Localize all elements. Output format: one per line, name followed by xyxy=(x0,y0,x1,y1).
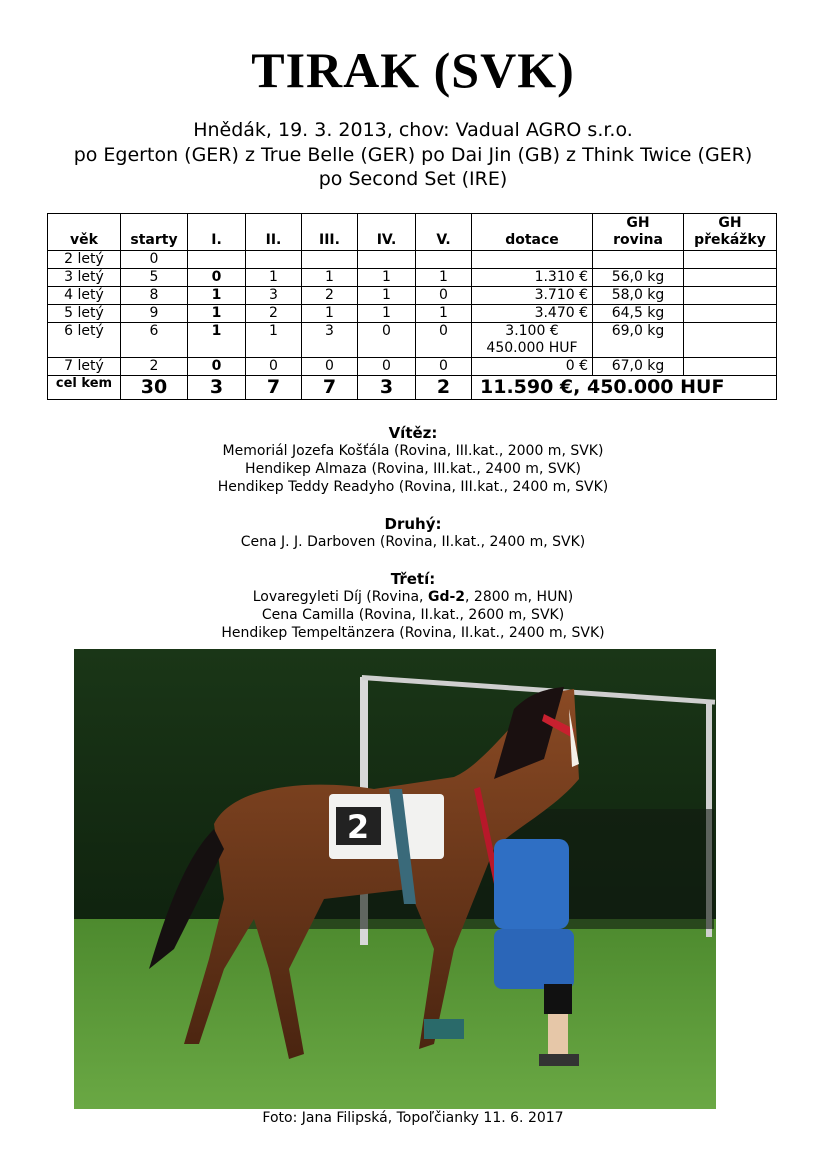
header-gh-jump-1: GH xyxy=(718,215,742,231)
cell-prize-eur: 3.100 € xyxy=(505,323,559,339)
photo-caption: Foto: Jana Filipská, Topoľčianky 11. 6. 2017 xyxy=(262,1110,564,1126)
table-total-row xyxy=(48,376,777,400)
pedigree-line: po Egerton (GER) z True Belle (GER) po Dai Jin (GB) z Think Twice (GER) xyxy=(73,144,753,166)
table-row xyxy=(48,287,777,305)
horse-photo-illustration xyxy=(74,649,716,1109)
cell-starts: 2 xyxy=(121,358,188,376)
cell-ghj xyxy=(684,287,777,305)
saddle-number: 2 xyxy=(346,808,370,846)
total-label: cel kem xyxy=(48,376,121,400)
cell-first xyxy=(188,251,246,269)
table-row xyxy=(48,251,777,269)
cell-second: 0 xyxy=(246,358,302,376)
race-details: , 2800 m, HUN) xyxy=(465,589,574,605)
header-age: věk xyxy=(48,214,121,251)
cell-prize: 1.310 € xyxy=(472,269,593,287)
total-fourth: 3 xyxy=(358,376,416,400)
winner-section xyxy=(0,424,826,496)
table-row xyxy=(48,305,777,323)
header-prize: dotace xyxy=(472,214,593,251)
cell-ghj xyxy=(684,358,777,376)
list-item: Cena J. J. Darboven (Rovina, II.kat., 2400 m, SVK) xyxy=(240,534,586,550)
table-row xyxy=(48,323,777,358)
cell-second: 2 xyxy=(246,305,302,323)
list-item: Hendikep Teddy Readyho (Rovina, III.kat., 2400 m, SVK) xyxy=(217,479,609,495)
cell-third: 1 xyxy=(302,305,358,323)
cell-fourth: 1 xyxy=(358,305,416,323)
total-prize: 11.590 €, 450.000 HUF xyxy=(472,376,777,400)
list-item: Cena Camilla (Rovina, II.kat., 2600 m, SVK) xyxy=(261,607,565,623)
list-item xyxy=(0,588,826,606)
race-grade: Gd-2 xyxy=(427,589,466,605)
career-stats-table xyxy=(47,213,777,400)
cell-starts: 8 xyxy=(121,287,188,305)
cell-fifth: 1 xyxy=(416,305,472,323)
cell-fifth: 1 xyxy=(416,269,472,287)
cell-first: 1 xyxy=(188,305,246,323)
cell-first: 0 xyxy=(188,358,246,376)
header-second: II. xyxy=(246,214,302,251)
header-gh-jump-2: překážky xyxy=(694,232,766,248)
cell-ghj xyxy=(684,251,777,269)
cell-gh xyxy=(593,251,684,269)
header-first: I. xyxy=(188,214,246,251)
cell-first: 0 xyxy=(188,269,246,287)
pedigree-line-2: po Second Set (IRE) xyxy=(318,168,508,190)
header-gh-jump xyxy=(684,214,777,251)
list-item: Memoriál Jozefa Košťála (Rovina, III.kat., 2000 m, SVK) xyxy=(222,443,604,459)
cell-gh: 67,0 kg xyxy=(593,358,684,376)
cell-second: 1 xyxy=(246,323,302,358)
cell-fourth: 0 xyxy=(358,323,416,358)
winner-heading: Vítěz: xyxy=(388,424,438,442)
cell-prize: 0 € xyxy=(472,358,593,376)
horse-photo xyxy=(74,649,716,1109)
horse-info-line: Hnědák, 19. 3. 2013, chov: Vadual AGRO s.r.o. xyxy=(193,119,633,141)
third-section xyxy=(0,570,826,642)
cell-fifth xyxy=(416,251,472,269)
cell-age: 3 letý xyxy=(48,269,121,287)
cell-third xyxy=(302,251,358,269)
cell-third: 2 xyxy=(302,287,358,305)
cell-prize xyxy=(472,323,593,358)
cell-fifth: 0 xyxy=(416,358,472,376)
cell-starts: 9 xyxy=(121,305,188,323)
cell-fifth: 0 xyxy=(416,287,472,305)
second-heading: Druhý: xyxy=(384,515,442,533)
page-title: TIRAK (SVK) xyxy=(251,42,575,98)
race-name: Lovaregyleti Díj (Rovina, xyxy=(252,589,428,605)
table-row xyxy=(48,358,777,376)
header-gh-flat xyxy=(593,214,684,251)
cell-starts: 5 xyxy=(121,269,188,287)
cell-age: 6 letý xyxy=(48,323,121,358)
cell-fourth: 1 xyxy=(358,287,416,305)
cell-ghj xyxy=(684,323,777,358)
header-fourth: IV. xyxy=(358,214,416,251)
third-heading: Třetí: xyxy=(390,570,436,588)
cell-second: 3 xyxy=(246,287,302,305)
cell-first: 1 xyxy=(188,323,246,358)
cell-age: 7 letý xyxy=(48,358,121,376)
header-third: III. xyxy=(302,214,358,251)
cell-age: 5 letý xyxy=(48,305,121,323)
total-starts: 30 xyxy=(121,376,188,400)
header-gh-flat-1: GH xyxy=(626,215,650,231)
list-item: Hendikep Tempeltänzera (Rovina, II.kat., 2400 m, SVK) xyxy=(221,625,605,641)
second-section xyxy=(0,515,826,551)
cell-prize xyxy=(472,251,593,269)
cell-prize: 3.710 € xyxy=(472,287,593,305)
cell-third: 0 xyxy=(302,358,358,376)
cell-fifth: 0 xyxy=(416,323,472,358)
total-second: 7 xyxy=(246,376,302,400)
cell-ghj xyxy=(684,305,777,323)
table-row xyxy=(48,269,777,287)
cell-gh: 58,0 kg xyxy=(593,287,684,305)
table-header-row xyxy=(48,214,777,251)
total-first: 3 xyxy=(188,376,246,400)
cell-gh: 56,0 kg xyxy=(593,269,684,287)
cell-prize-huf: 450.000 HUF xyxy=(486,340,578,356)
cell-prize: 3.470 € xyxy=(472,305,593,323)
cell-starts: 0 xyxy=(121,251,188,269)
cell-fourth: 1 xyxy=(358,269,416,287)
cell-ghj xyxy=(684,269,777,287)
header-fifth: V. xyxy=(416,214,472,251)
cell-starts: 6 xyxy=(121,323,188,358)
total-fifth: 2 xyxy=(416,376,472,400)
list-item: Hendikep Almaza (Rovina, III.kat., 2400 m, SVK) xyxy=(245,461,581,477)
cell-first: 1 xyxy=(188,287,246,305)
cell-third: 3 xyxy=(302,323,358,358)
cell-second xyxy=(246,251,302,269)
cell-third: 1 xyxy=(302,269,358,287)
cell-age: 2 letý xyxy=(48,251,121,269)
cell-age: 4 letý xyxy=(48,287,121,305)
cell-gh: 69,0 kg xyxy=(593,323,684,358)
cell-gh: 64,5 kg xyxy=(593,305,684,323)
cell-fourth xyxy=(358,251,416,269)
cell-second: 1 xyxy=(246,269,302,287)
header-gh-flat-2: rovina xyxy=(613,232,663,248)
cell-fourth: 0 xyxy=(358,358,416,376)
total-third: 7 xyxy=(302,376,358,400)
header-starts: starty xyxy=(121,214,188,251)
